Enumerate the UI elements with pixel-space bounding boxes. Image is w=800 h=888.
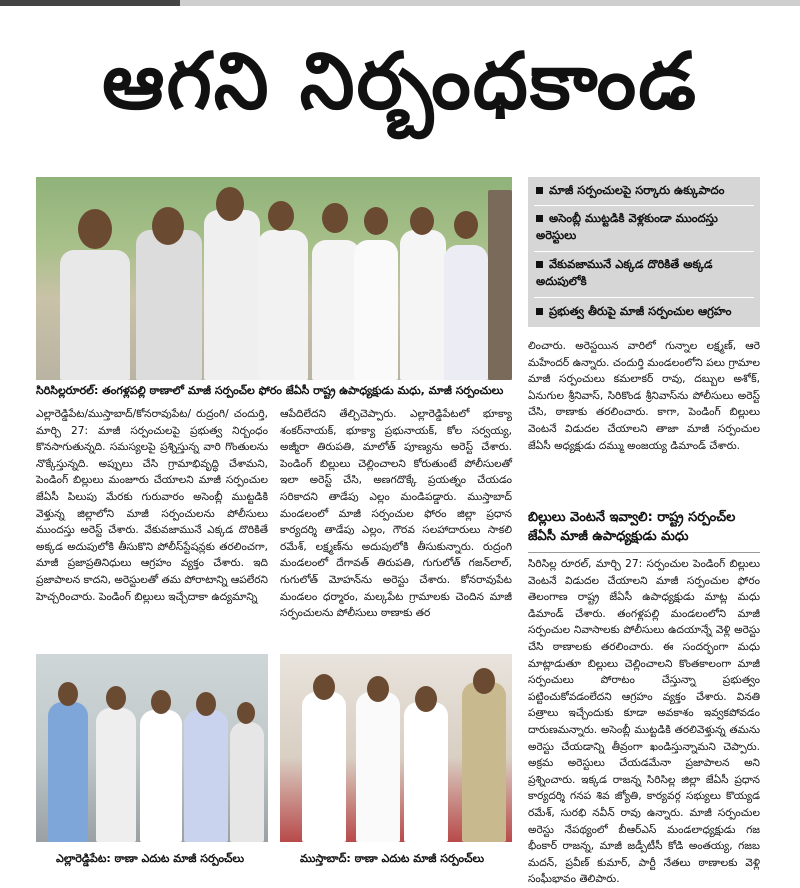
divider xyxy=(534,205,754,206)
photo-person-head xyxy=(454,211,478,239)
bullet-square-icon xyxy=(536,308,543,315)
photo-person-head xyxy=(152,207,184,245)
photo-person xyxy=(312,240,360,380)
photo-person xyxy=(48,702,88,842)
photo-person xyxy=(230,722,264,842)
photo-person-head xyxy=(106,686,126,710)
photo-person xyxy=(404,702,448,842)
photo-person xyxy=(354,240,398,380)
photo-tree-trunk xyxy=(488,190,512,380)
photo-left xyxy=(36,654,268,842)
photo-person-head xyxy=(473,668,495,694)
photo-person xyxy=(136,230,202,380)
photo-person-head xyxy=(410,207,434,235)
photo-right-caption: ముస్తాబాద్‌: ఠాణా ఎదుట మాజీ సర్పంచ్‌లు xyxy=(300,852,485,865)
bullet-item xyxy=(536,303,754,320)
subheading: బిల్లులు వెంటనే ఇవ్వాలి: రాష్ట్ర సర్పంచ్‌ల జేఏసీ మాజీ ఉపాధ్యక్షుడు మధు xyxy=(528,510,736,544)
top-bar-light xyxy=(180,0,800,6)
bullet-text: వేకువజామునే ఎక్కడ దొరికితే అక్కడ అదుపులోకి xyxy=(536,257,713,288)
divider xyxy=(534,297,754,298)
bullet-text: ప్రభుత్వ తీరుపై మాజీ సర్పంచుల ఆగ్రహం xyxy=(549,304,732,318)
article-column-1: ఎల్లారెడ్డిపేట/ముస్తాబాద్‌/కోనరావుపేట/ రుద్రంగి/ చందుర్తి, మార్చి 27: మాజీ సర్పంచులపై ప్రభుత్వ నిర్బంధం కొనసాగుతున్నది. సమస్యలపై ప్రశ్నిస్తున్న వారి గొంతులను నొక్కేస్తున్నది. అప్పులు చేసి గ్రామాభివృద్ధి చేశామని, పెండింగ్‌ బిల్లులు మంజూరు చేయాలని మాజీ సర్పంచుల జేఏసీ పిలుపు మేరకు గురువారం అసెంబ్లీ ముట్టడికి వెళ్తున్న జిల్లాలోని మాజీ సర్పంచులను పోలీసులు ముందస్తు అరెస్ట్‌ చేశారు. వేకువజామునే ఎక్కడ దొరికితే అక్కడ అదుపులోకి తీసుకొని పోలీస్‌స్టేషన్లకు తరలించగా, మాజీ ప్రజాప్రతినిధులు ఆగ్రహం వ్యక్తం చేశారు. ఇది ప్రజాపాలన కాదని, అరెస్టులతో తమ పోరాటాన్ని ఆపలేరని హెచ్చరించారు. పెండింగ్‌ బిల్లులు ఇచ్చేదాకా ఉద్యమాన్ని xyxy=(36,408,268,603)
photo-person-head xyxy=(364,207,388,235)
photo-person xyxy=(444,245,488,380)
divider xyxy=(534,251,754,252)
article-column-4: సిరిసిల్ల రూరల్‌, మార్చి 27: సర్పంచుల పెండింగ్‌ బిల్లులు వెంటనే విడుదల చేయాలని మాజీ సర్పంచుల ఫోరం తెలంగాణ రాష్ట్ర జేఏసీ ఉపాధ్యక్షుడు మాట్ల మధు డిమాండ్‌ చేశారు. తంగళ్లపల్లి మండలంలోని మాజీ సర్పంచుల నివాసాలకు పోలీసులు ఉదయాన్నే వెళ్లి అరెస్టు చేసి ఠాణాలకు తరలించారు. ఈ సందర్భంగా మధు మాట్లాడుతూ బిల్లులు చెల్లించాలని కొంతకాలంగా మాజీ సర్పంచులు పోరాటం చేస్తున్నా ప్రభుత్వం పట్టించుకోవడంలేదని ఆగ్రహం వ్యక్తం చేశారు. వినతి పత్రాలు ఇచ్చేందుకు కూడా అవకాశం ఇవ్వకపోవడం దారుణమన్నారు. అసెంబ్లీ ముట్టడికి తరలివెళ్తున్న తమను అరెస్టు చేయడాన్ని తీవ్రంగా ఖండిస్తున్నామని చెప్పారు. అక్రమ అరెస్టులు చేయడమేనా ప్రజాపాలన అని ప్రశ్నించారు. ఇక్కడ రాజన్న సిరిసిల్ల జిల్లా జేఏసీ ప్రధాన కార్యదర్శి గనప శివ జ్యోతి, కార్యవర్గ సభ్యులు కొయ్యడ రమేశ్‌, సురభి నవీన్‌ రావు ఉన్నారు. మాజీ సర్పంచుల అరెస్టు నేపథ్యంలో బీఆర్‌ఎస్‌ మండలాధ్యక్షుడు గజ భీంకార్‌ రాజన్న, మాజీ జడ్పీటీసీ కోడి అంతయ్య, గజబ మదన్‌, ప్రవీణ్‌ కుమార్‌, పార్టీ నేతలు ఠాణాలకు వెళ్లి సంఘీభావం తెలిపారు. xyxy=(528,558,760,886)
photo-person-head xyxy=(151,690,171,714)
photo-person-head xyxy=(415,686,437,712)
bullet-square-icon xyxy=(536,215,543,222)
main-photo-caption: సిరిసిల్లరూరల్‌: తంగళ్లపల్లి ఠాణాలో మాజీ సర్పంచ్‌ల ఫోరం జేఏసీ రాష్ట్ర ఉపాధ్యక్షుడు మధు, మాజీ సర్పంచులు xyxy=(36,384,504,397)
bullet-text: అసెంబ్లీ ముట్టడికి వెళ్లకుండా ముందస్తు అరెస్టులు xyxy=(536,211,718,242)
main-photo xyxy=(36,177,512,380)
photo-person xyxy=(184,710,228,842)
bullet-square-icon xyxy=(536,261,543,268)
photo-person-head xyxy=(216,187,244,221)
bullet-box xyxy=(528,177,760,327)
headline: ఆగని నిర్బంధకాండ xyxy=(102,37,698,127)
photo-person xyxy=(60,250,130,380)
bullet-text: మాజీ సర్పంచులపై సర్కారు ఉక్కుపాదం xyxy=(549,183,725,197)
photo-left-caption: ఎల్లారెడ్డిపేట: ఠాణా ఎదుట మాజీ సర్పంచ్‌లు xyxy=(56,852,245,865)
bullet-square-icon xyxy=(536,187,543,194)
bullet-item xyxy=(536,210,754,244)
photo-right xyxy=(280,654,512,842)
photo-person xyxy=(400,230,446,380)
photo-person-head xyxy=(367,676,389,702)
photo-person xyxy=(96,708,136,842)
top-bar xyxy=(0,0,800,6)
subheading-rule xyxy=(528,552,760,553)
photo-person-head xyxy=(58,682,78,706)
photo-person-head xyxy=(268,201,294,231)
top-bar-dark xyxy=(0,0,180,6)
article-column-2: ఆపేదిలేదని తేల్చిచెప్పారు. ఎల్లారెడ్డిపేటలో భూక్యా శంకర్‌నాయక్‌, భూక్యా ప్రభునాయక్‌, కోల సర్వయ్య, అజ్మీరా తిరుపతి, మాలోత్‌ పూణ్యను అరెస్ట్‌ చేశారు. పెండింగ్‌ బిల్లులు చెల్లించాలని కోరుతుంటే పోలీసులతో ఇలా అరెస్ట్‌ చేసి, అణగదొక్కే ప్రయత్నం చేయడం సరికాదని తాడేపు ఎల్లం మండిపడ్డారు. ముస్తాబాద్‌ మండలంలో మాజీ సర్పంచుల ఫోరం జిల్లా ప్రధాన కార్యదర్శి తాడేపు ఎల్లం, గౌరవ సలహాదారులు సాకలి రమేశ్‌, లక్ష్మణ్‌ను అదుపులోకి తీసుకున్నారు. రుద్రంగి మండలంలో దేగావత్‌ తిరుపతి, గుగులోత్‌ గజన్‌లాల్‌, గుగులోత్‌ మోహన్‌ను అరెస్టు చేశారు. కోనరావుపేట మండలం ధర్మారం, మల్కపేట గ్రామాలకు చెందిన మాజీ సర్పంచులను పోలీసులు ఠాణాకు తర xyxy=(280,408,512,620)
photo-person xyxy=(356,692,400,842)
photo-person-head xyxy=(196,692,216,716)
bullet-item xyxy=(536,256,754,290)
photo-person xyxy=(302,692,346,842)
photo-person-head xyxy=(322,203,348,233)
photo-person-head xyxy=(313,674,335,700)
photo-person-head xyxy=(237,702,255,724)
photo-person xyxy=(140,710,182,842)
bullet-item xyxy=(536,182,754,199)
photo-person-head xyxy=(78,209,112,249)
article-column-3: లించారు. అరెస్టయిన వారిలో గున్నాల లక్ష్మణ్‌, ఆరె మహేందర్‌ ఉన్నారు. చందుర్తి మండలంలోని పలు గ్రామాల మాజీ సర్పంచులు కమలాకర్‌ రావు, దబ్బుల అశోక్‌, ఏనుగుల శ్రీనివాస్‌, సిరికొండ శ్రీనివాస్‌ను పోలీసులు అరెస్ట్‌ చేసి, ఠాణాకు తరలించారు. కాగా, పెండింగ్‌ బిల్లులు వెంటనే విడుదల చేయాలని తాజా మాజీ సర్పంచుల జేఏసీ అధ్యక్షుడు దమ్ము అంజయ్య డిమాండ్‌ చేశారు. xyxy=(528,340,760,452)
photo-person xyxy=(462,682,506,842)
photo-person xyxy=(204,210,260,380)
photo-person xyxy=(258,230,308,380)
